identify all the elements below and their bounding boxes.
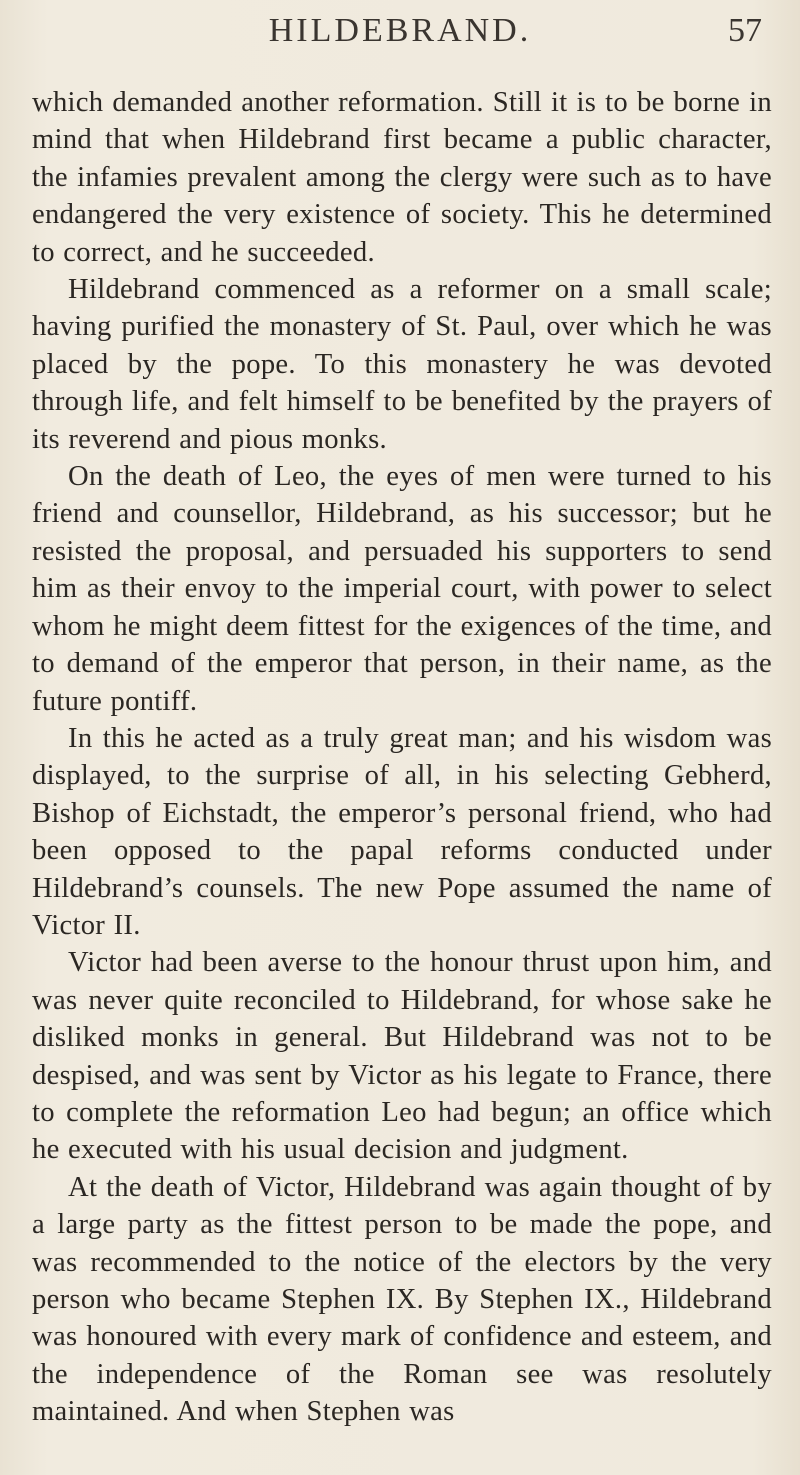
paragraph-2: Hildebrand commenced as a reformer on a small scale; having purified the monastery of St. Paul, over which he was placed by the pope. To this monastery he was devoted through life, and felt himself to be benefited by the prayers of its reverend and pious monks. <box>32 274 772 455</box>
page-number: 57 <box>728 12 762 49</box>
paragraph-4: In this he acted as a truly great man; and his wisdom was displayed, to the surprise of all, in his selecting Gebherd, Bishop of Eichstadt, the emperor’s personal friend, who had been opposed to the papal reforms conducted under Hildebrand’s counsels. The new Pope assumed the name of Victor II. <box>32 722 772 941</box>
running-title: HILDEBRAND. <box>268 12 532 49</box>
paragraph-3: On the death of Leo, the eyes of men were turned to his friend and counsellor, Hildebrand, as his successor; but he resisted the proposal, and persuaded his supporters to send him as their envoy to the imperial court, with power to select whom he might deem fittest for the exigences of the time, and to demand of the emperor that person, in their name, as the future pontiff. <box>32 461 772 717</box>
paragraph-5: Victor had been averse to the honour thrust upon him, and was never quite reconciled to Hildebrand, for whose sake he disliked monks in general. But Hildebrand was not to be despised, and was sent by Victor as his legate to France, there to complete the reformation Leo had begun; an office which he executed with his usual decision and judgment. <box>32 947 772 1166</box>
paragraph-1: which demanded another reformation. Still it is to be borne in mind that when Hildebrand first became a public character, the infamies prevalent among the clergy were such as to have endangered the very existence of society. This he determined to correct, and he succeeded. <box>32 87 772 268</box>
body-text <box>32 84 772 1431</box>
paragraph-6: At the death of Victor, Hildebrand was again thought of by a large party as the fittest person to be made the pope, and was recommended to the notice of the electors by the very person who became Stephen IX. By Stephen IX., Hildebrand was honoured with every mark of confidence and esteem, and the independence of the Roman see was resolutely maintained. And when Stephen was <box>32 1171 772 1428</box>
page-header <box>0 8 800 58</box>
